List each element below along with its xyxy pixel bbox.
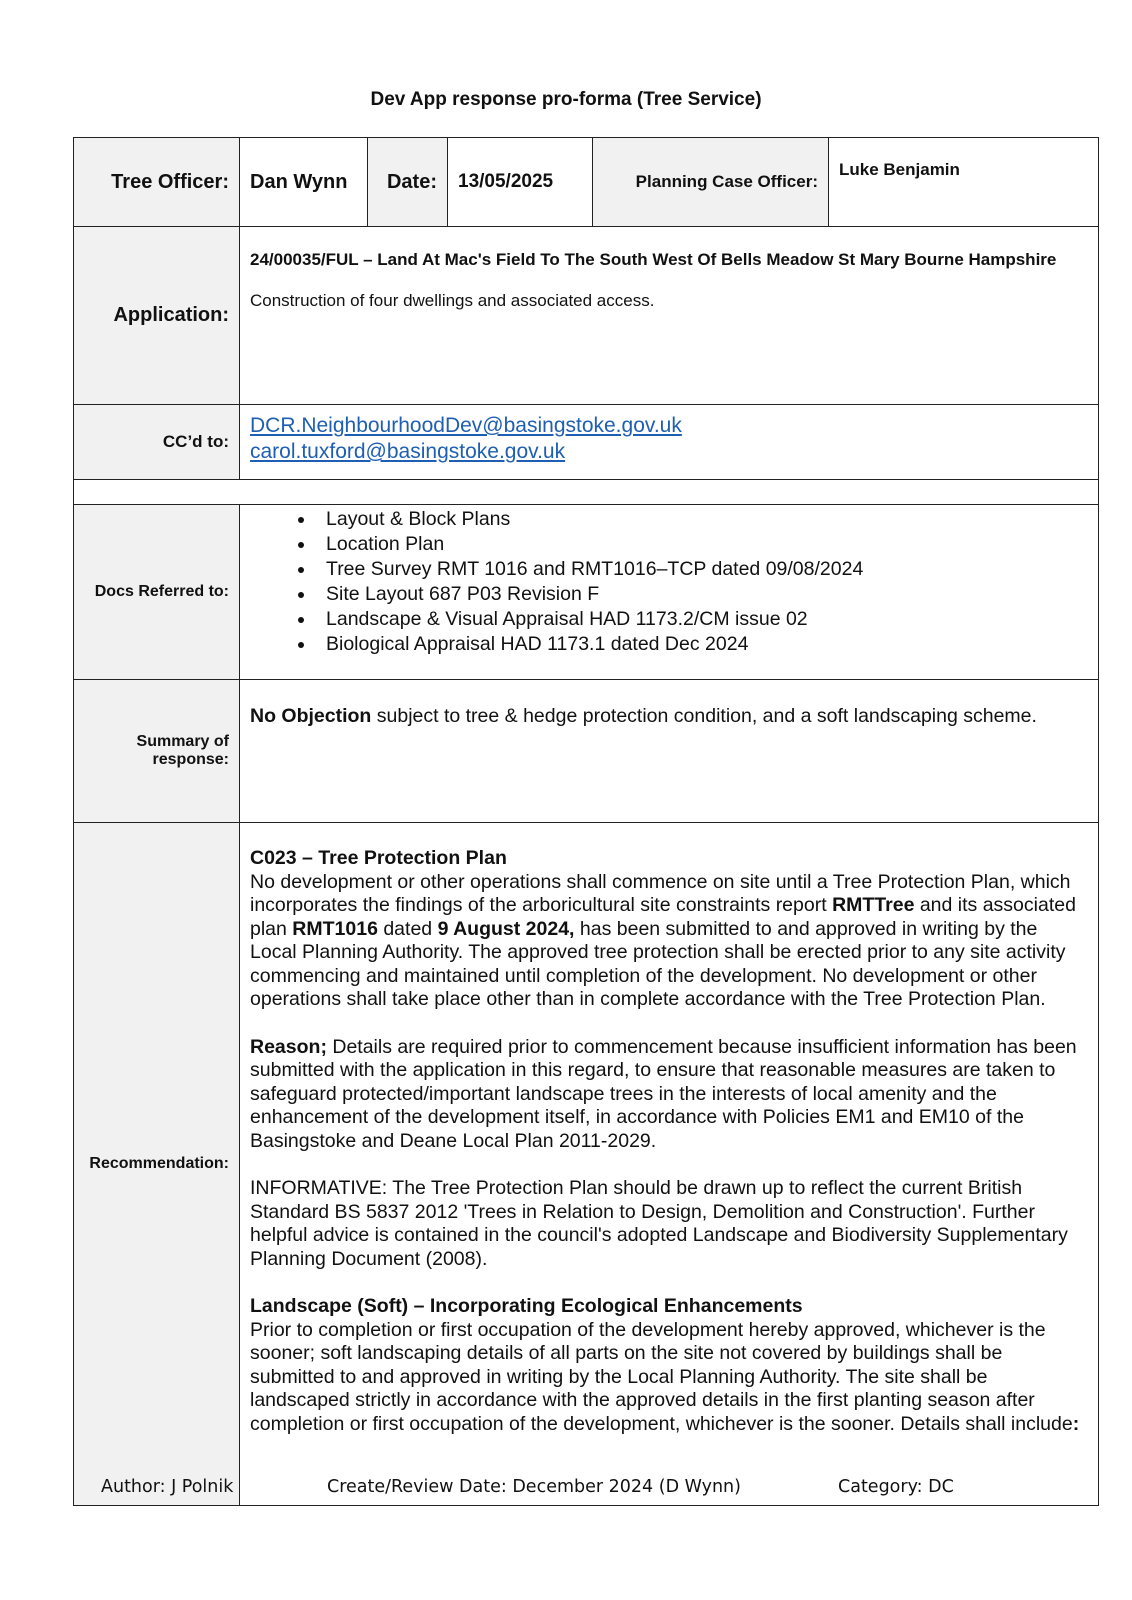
list-item: • Landscape & Visual Appraisal HAD 1173.2/CM issue 02	[316, 607, 1088, 632]
condition-text: has been submitted to and approved in writing by the Local Planning Authority. The approved tree protection shall be erected prior to any site activity commencing and maintained until completion of the development. No development or other operations shall take place other than in complete accordance with the Tree Protection Plan.	[250, 917, 1066, 1010]
recommendation-row	[74, 823, 1099, 1506]
condition-text: and its associated plan	[250, 894, 1076, 940]
email-link[interactable]: DCR.NeighbourhoodDev@basingstoke.gov.uk	[250, 414, 682, 437]
summary-label-line1: Summary of	[136, 733, 229, 750]
condition-bold: 9 August 2024,	[437, 917, 575, 940]
list-item: • Location Plan	[316, 532, 1088, 557]
condition-c023	[250, 847, 1088, 1012]
case-officer-value: Luke Benjamin	[829, 138, 1099, 227]
docs-row	[74, 505, 1099, 680]
docs-list-cell	[240, 505, 1099, 680]
summary-label-line2: response:	[152, 751, 229, 768]
email-link[interactable]: carol.tuxford@basingstoke.gov.uk	[250, 440, 566, 463]
cc-label: CC’d to:	[74, 405, 240, 480]
docs-list	[240, 507, 1088, 657]
landscape-text: Prior to completion or first occupation of the development hereby approved, whichever is the sooner; soft landscaping details of all parts on the site not covered by buildings shall be submitted to and approved in writing by the Local Planning Authority. The site shall be landscaped strictly in accordance with the approved details in the first planting season after completion or first occupation of the development, whichever is the sooner. Details shall include	[250, 1318, 1073, 1435]
spacer-row	[74, 480, 1099, 505]
summary-verdict: No Objection	[250, 705, 372, 727]
reason-text: Details are required prior to commencement because insufficient information has been submitted with the application in this regard, to ensure that reasonable measures are taken to safeguard protected/important landscape trees in the interests of local amenity and the enhancement of the development itself, in accordance with Policies EM1 and EM10 of the Basingstoke and Deane Local Plan 2011-2029.	[250, 1035, 1077, 1152]
reason-paragraph	[250, 1036, 1088, 1154]
header-row	[74, 138, 1099, 227]
application-label: Application:	[74, 227, 240, 405]
tree-officer-label: Tree Officer:	[74, 138, 240, 227]
tree-officer-value: Dan Wynn	[240, 138, 368, 227]
summary-text	[240, 680, 1099, 823]
date-value: 13/05/2025	[448, 138, 593, 227]
list-item: • Biological Appraisal HAD 1173.1 dated Dec 2024	[316, 632, 1088, 657]
landscape-condition	[250, 1295, 1088, 1436]
condition-text: No development or other operations shall commence on site until a Tree Protection Plan, which incorporates the findings of the arboricultural site constraints report	[250, 870, 1071, 916]
docs-label: Docs Referred to:	[74, 505, 240, 680]
spacer-cell	[74, 480, 1099, 505]
landscape-heading: Landscape (Soft) – Incorporating Ecological Enhancements	[250, 1295, 803, 1317]
cc-emails	[240, 405, 1099, 480]
application-row	[74, 227, 1099, 405]
case-officer-label: Planning Case Officer:	[593, 138, 829, 227]
list-item: • Tree Survey RMT 1016 and RMT1016–TCP dated 09/08/2024	[316, 557, 1088, 582]
summary-label	[74, 680, 240, 823]
recommendation-text	[240, 823, 1099, 1506]
cc-row	[74, 405, 1099, 480]
document-title: Dev App response pro-forma (Tree Service)	[370, 89, 762, 110]
footer-category: Category: DC	[838, 1477, 954, 1497]
condition-text: dated	[377, 917, 438, 940]
recommendation-label: Recommendation:	[74, 823, 240, 1506]
landscape-colon: :	[1072, 1412, 1080, 1435]
summary-row	[74, 680, 1099, 823]
condition-bold: RMT1016	[292, 917, 378, 940]
application-reference: 24/00035/FUL – Land At Mac's Field To The South West Of Bells Meadow St Mary Bourne Hampshire	[250, 250, 1057, 269]
application-description: Construction of four dwellings and associated access.	[250, 291, 655, 310]
reason-label: Reason;	[250, 1035, 327, 1058]
footer-review-date: Create/Review Date: December 2024 (D Wynn)	[327, 1477, 741, 1497]
footer-author: Author: J Polnik	[101, 1477, 234, 1497]
condition-heading: C023 – Tree Protection Plan	[250, 847, 507, 869]
list-item: • Layout & Block Plans	[316, 507, 1088, 532]
date-label: Date:	[368, 138, 448, 227]
informative-paragraph: INFORMATIVE: The Tree Protection Plan should be drawn up to reflect the current British Standard BS 5837 2012 'Trees in Relation to Design, Demolition and Construction'. Further helpful advice is contained in the council's adopted Landscape and Biodiversity Supplementary Planning Document (2008).	[250, 1177, 1068, 1270]
condition-bold: RMTTree	[832, 894, 915, 916]
list-item: • Site Layout 687 P03 Revision F	[316, 582, 1088, 607]
response-form	[73, 137, 1099, 1506]
summary-detail: subject to tree & hedge protection condition, and a soft landscaping scheme.	[371, 705, 1037, 727]
application-details	[240, 227, 1099, 405]
